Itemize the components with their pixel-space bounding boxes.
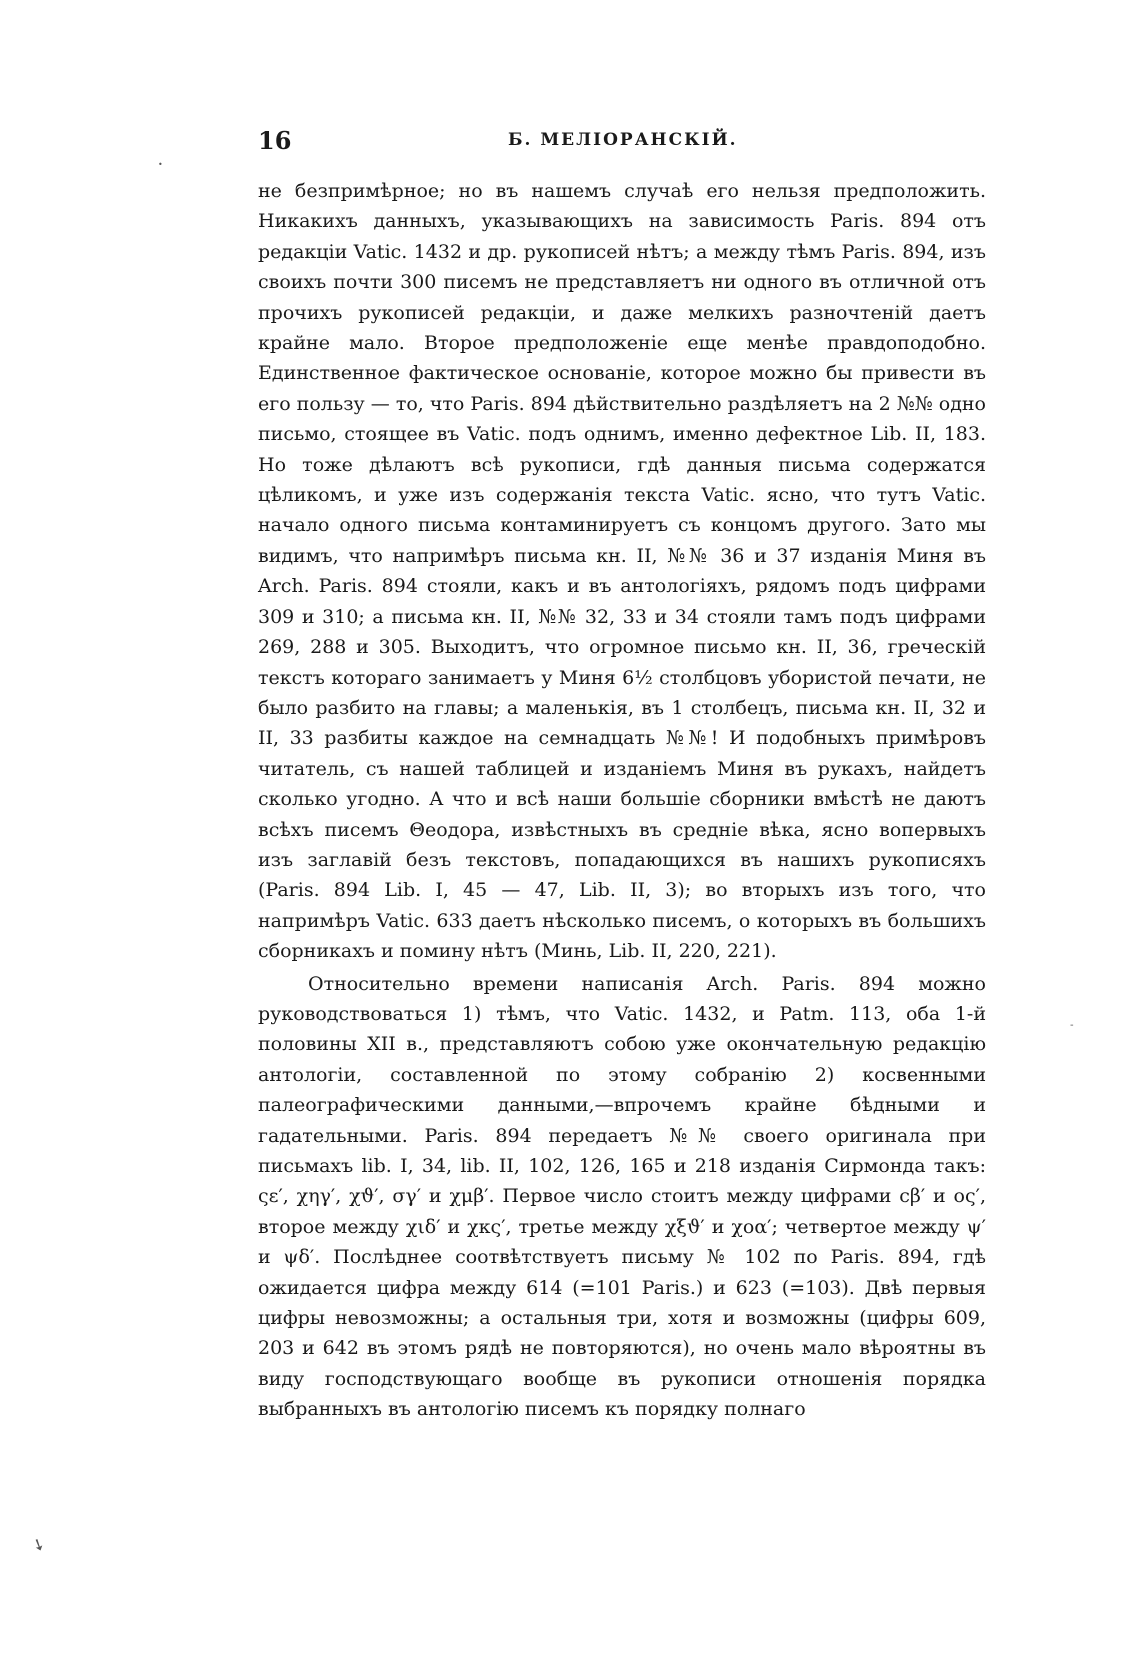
paragraph-1: не безпримѣрное; но въ нашемъ случаѣ его нельзя предположить. Никакихъ данныхъ, указывающихъ на зависимость Paris. 894 отъ редакціи Vatic. 1432 и др. рукописей нѣтъ; а между тѣмъ Paris. 894, изъ своихъ почти 300 писемъ не представляетъ ни одного въ отличной отъ прочихъ рукописей редакціи, и даже мелкихъ разночтеній даетъ крайне мало. Второе предположеніе еще менѣе правдоподобно. Единственное фактическое основаніе, которое можно бы привести въ его пользу — то, что Paris. 894 дѣйствительно раздѣляетъ на 2 №№ одно письмо, стоящее въ Vatic. подъ однимъ, именно дефектное Lib. II, 183. Но тоже дѣлаютъ всѣ рукописи, гдѣ данныя письма содержатся цѣликомъ, и уже изъ содержанія текста Vatic. ясно, что тутъ Vatic. начало одного письма контаминируетъ съ концомъ другого. Зато мы видимъ, что напримѣръ письма кн. II, №№ 36 и 37 изданія Миня въ Arch. Paris. 894 стояли, какъ и въ антологіяхъ, рядомъ подъ цифрами 309 и 310; а письма кн. II, №№ 32, 33 и 34 стояли тамъ подъ цифрами 269, 288 и 305. Выходитъ, что огромное письмо кн. II, 36, греческій текстъ котораго занимаетъ у Миня 6½ столбцовъ убористой печати, не было разбито на главы; а маленькія, въ 1 столбецъ, письма кн. II, 32 и II, 33 разбиты каждое на семнадцать №№! И подобныхъ примѣровъ читатель, съ нашей таблицей и изданіемъ Миня въ рукахъ, найдетъ сколько угодно. А что и всѣ наши большіе сборники вмѣстѣ не даютъ всѣхъ писемъ Θеодора, извѣстныхъ въ средніе вѣка, ясно вопервыхъ изъ заглавій безъ текстовъ, попадающихся въ нашихъ рукописяхъ (Paris. 894 Lib. I, 45 — 47, Lib. II, 3); во вторыхъ изъ того, что напримѣръ Vatic. 633 даетъ нѣсколько писемъ, о которыхъ въ большихъ сборникахъ и помину нѣтъ (Минь, Lib. II, 220, 221). [258,180,986,963]
scan-speck: - [1070,1020,1074,1031]
scan-speck: • [158,160,163,169]
body-text [258,176,986,1425]
book-page [258,126,986,1425]
page-number: 16 [258,126,292,155]
paragraph-2: Относительно времени написанія Arch. Paris. 894 можно руководствоваться 1) тѣмъ, что Vatic. 1432, и Patm. 113, оба 1-й половины XII в., представляютъ собою уже окончательную редакцію антологіи, составленной по этому собранію 2) косвенными палеографическими данными,—впрочемъ крайне бѣдными и гадательными. Paris. 894 передаетъ №№ своего оригинала при письмахъ lib. I, 34, lib. II, 102, 126, 165 и 218 изданія Сирмонда такъ: ςε′, χηγ′, χϑ′, σγ′ и χμβ′. Первое число стоитъ между цифрами ϲβ′ и ος′, второе между χιδ′ и χκς′, третье между χξϑ′ и χοα′; четвертое между ψ′ и ψδ′. Послѣднее соотвѣтствуетъ письму № 102 по Paris. 894, гдѣ ожидается цифра между 614 (=101 Paris.) и 623 (=103). Двѣ первыя цифры невозможны; а остальныя три, хотя и возможны (цифры 609, 203 и 642 въ этомъ рядѣ не повторяются), но очень мало вѣроятны въ виду господствующаго вообще въ рукописи отношенія порядка выбранныхъ въ антологію писемъ къ порядку полнаго [258,972,986,1421]
running-head: Б. МЕЛІОРАНСКІЙ. [508,130,738,150]
page-header [258,126,986,156]
scan-mark-arrow-icon: ➘ [28,1533,49,1556]
